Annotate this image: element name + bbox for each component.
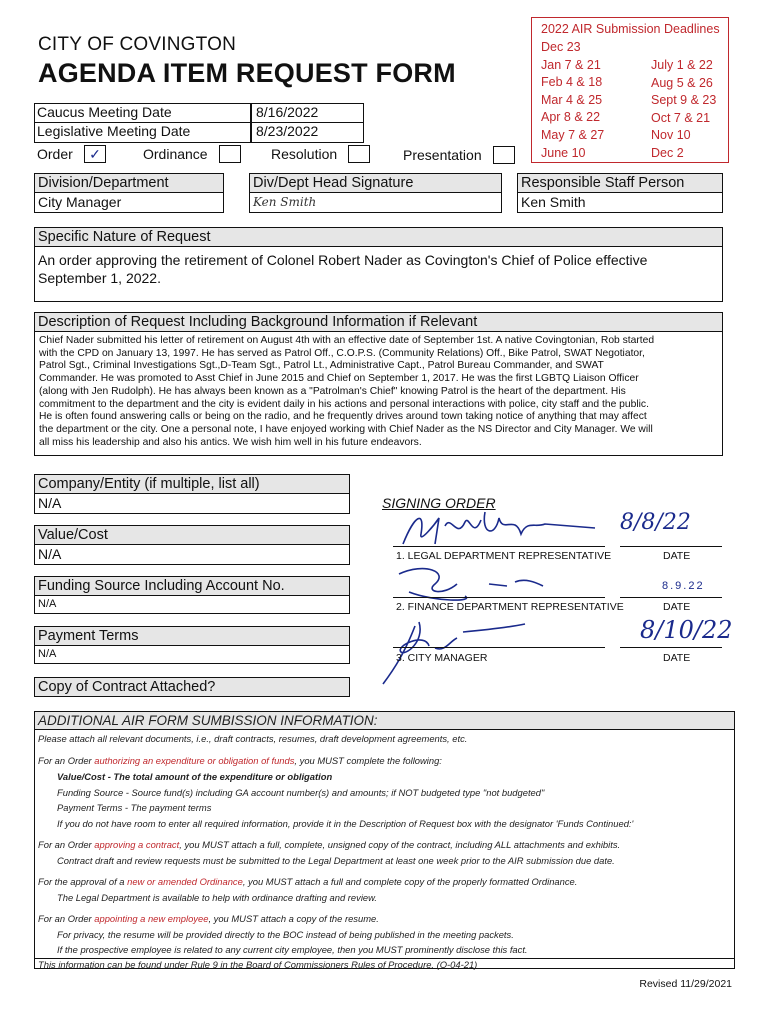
description-line: Patrol Sgt., Criminal Investigations Sgt.,D-Team Sgt., Patrol Lt., Administrative Capt., Patrol Bureau Commander, and SWAT [39,360,604,372]
deadline-item: Dec 23 [541,40,581,54]
ordinance-checkbox[interactable] [219,145,241,163]
deadline-item: Dec 2 [651,145,684,160]
deadlines-title: 2022 AIR Submission Deadlines [541,22,720,36]
info-text: , you MUST attach a full and complete copy of the properly formatted Ordinance. [242,876,578,887]
deadline-item: Aug 5 & 26 [651,75,713,90]
value-cost-label: Value/Cost [34,525,350,545]
legal-signature-date[interactable]: 8/8/22 [620,510,691,535]
additional-info-box [34,711,735,969]
info-line: Please attach all relevant documents, i.e., draft contracts, resumes, draft development agreements, etc. [38,733,468,744]
info-line [38,876,577,887]
info-text: For the approval of a [38,876,128,887]
city-manager-signature-line [393,647,605,648]
city-name: CITY OF COVINGTON [38,34,236,55]
finance-date-line [620,597,722,598]
deadline-item: May 7 & 27 [541,127,605,142]
specific-nature-box[interactable] [34,246,723,302]
info-line [38,755,442,766]
deadline-item: Feb 4 & 18 [541,75,603,90]
specific-nature-line-1: An order approving the retirement of Colonel Robert Nader as Covington's Chief of Police effective [38,252,648,268]
info-line: This information can be found under Rule 9 in the Board of Commissioners Rules of Procedure. (O-04-21) [38,959,478,970]
legal-signature-icon [395,504,605,550]
legal-date-line [620,546,722,547]
info-line: Funding Source - Source fund(s) including GA account number(s) and amounts; if NOT budgeted type "not budgeted" [57,787,545,798]
info-text: , you MUST complete the following: [294,755,442,766]
additional-info-title: ADDITIONAL AIR FORM SUMBISSION INFORMATION: [35,712,734,730]
city-manager-signature-icon [375,612,535,686]
caucus-meeting-label: Caucus Meeting Date [37,104,172,120]
submission-deadlines-box [531,17,729,163]
date-label: DATE [663,550,691,562]
form-title: AGENDA ITEM REQUEST FORM [38,58,456,88]
finance-signature-line [393,597,605,598]
description-line: (along with Jen Rudolph). He has always been known as a "Patrolman's Chief" knowing Patrol is the heart of the department. His [39,385,626,397]
finance-department-label: 2. FINANCE DEPARTMENT REPRESENTATIVE [396,601,624,613]
info-highlight: new or amended Ordinance [127,876,243,887]
specific-nature-line-2: September 1, 2022. [38,270,161,286]
dept-head-signature-label: Div/Dept Head Signature [249,173,502,193]
info-line: If you do not have room to enter all required information, provide it in the Description of Request box with the designator 'Funds Continued:' [57,818,634,829]
funding-source-value[interactable]: N/A [34,595,350,614]
ordinance-label: Ordinance [143,146,208,162]
dept-head-signature-value[interactable]: Ken Smith [249,192,502,213]
presentation-checkbox[interactable] [493,146,515,164]
responsible-staff-label: Responsible Staff Person [517,173,723,193]
info-line: If the prospective employee is related to any current city employee, then you MUST prominently disclose this fact. [57,944,528,955]
description-line: the department or the city. One a personal note, I have enjoyed working with Chief Nader as the NS Director and City Manager. We will [39,423,653,435]
legal-signature-line [393,546,605,547]
deadlines-column-1 [541,39,604,162]
info-highlight: appointing a new employee [94,913,209,924]
finance-signature-icon [395,562,545,606]
date-label: DATE [663,652,691,664]
finance-signature-date[interactable]: 8.9.22 [662,580,705,592]
payment-terms-value[interactable]: N/A [34,645,350,664]
resolution-checkbox[interactable] [348,145,370,163]
info-line: Contract draft and review requests must be submitted to the Legal Department at least one week prior to the AIR submission due date. [57,855,615,866]
info-highlight: authorizing an expenditure or obligation of funds [94,755,295,766]
deadline-item: June 10 [541,145,586,160]
info-line: Payment Terms - The payment terms [57,802,212,813]
description-line: all miss his leadership and also his antics. We wish him well in his future endeavors. [39,436,422,448]
revision-date: Revised 11/29/2021 [639,978,732,990]
date-label: DATE [663,601,691,613]
city-manager-signature-date[interactable]: 8/10/22 [640,616,733,644]
deadline-item: Jan 7 & 21 [541,57,601,72]
legislative-meeting-date[interactable]: 8/23/2022 [256,123,319,139]
value-cost-value[interactable]: N/A [34,544,350,565]
deadline-item: Apr 8 & 22 [541,110,601,125]
city-manager-label: 3. CITY MANAGER [396,652,488,664]
deadline-item: Sept 9 & 23 [651,93,717,108]
info-highlight: approving a contract [94,839,180,850]
order-label: Order [37,146,73,162]
description-line: Commander. He was promoted to Asst Chief in June 2015 and Chief on September 1, 2017. He was the first LGBTQ Liaison Officer [39,373,639,385]
info-text: For an Order [38,755,95,766]
caucus-meeting-date[interactable]: 8/16/2022 [256,104,319,120]
info-line: For privacy, the resume will be provided directly to the BOC instead of being published in the meeting packets. [57,929,514,940]
division-label: Division/Department [34,173,224,193]
description-box[interactable] [34,331,723,456]
description-line: commitment to the department and the city is evident daily in his actions and personal interactions with police, city staff and the public. [39,398,649,410]
company-label: Company/Entity (if multiple, list all) [34,474,350,494]
responsible-staff-value[interactable]: Ken Smith [517,192,723,213]
description-line: with the CPD on January 13, 1997. He has served as Patrol Off., C.O.P.S. (Community Relations) Off., Bike Patrol, SWAT Negotiator, [39,347,645,359]
info-text: For an Order [38,839,95,850]
legal-department-label: 1. LEGAL DEPARTMENT REPRESENTATIVE [396,550,612,562]
description-line: Chief Nader submitted his letter of retirement on August 4th with an effective date of September 1st. A native Covingtonian, Rob started [39,335,655,346]
deadline-item: Nov 10 [651,128,691,143]
contract-attached-label: Copy of Contract Attached? [34,677,350,697]
order-checkbox[interactable]: ✓ [84,145,106,163]
city-manager-date-line [620,647,722,648]
deadline-item: Oct 7 & 21 [651,110,711,125]
resolution-label: Resolution [271,146,338,162]
signing-order-title: SIGNING ORDER [382,495,496,511]
deadline-item: Mar 4 & 25 [541,92,603,107]
presentation-label: Presentation [403,147,482,163]
specific-nature-label: Specific Nature of Request [34,227,723,247]
division-value[interactable]: City Manager [34,192,224,213]
info-text: , you MUST attach a copy of the resume. [208,913,379,924]
deadlines-column-2 [651,57,716,163]
info-line [38,913,379,924]
description-label: Description of Request Including Background Information if Relevant [34,312,723,332]
legislative-meeting-label: Legislative Meeting Date [37,123,191,139]
info-line [38,839,620,850]
description-line: He is often found answering calls or being on the radio, and he frequently drives around town taking notice of anything that may affect [39,411,647,423]
company-value[interactable]: N/A [34,493,350,514]
info-line: Value/Cost - The total amount of the expenditure or obligation [57,771,333,782]
deadline-item: July 1 & 22 [651,58,713,72]
payment-terms-label: Payment Terms [34,626,350,646]
info-text: , you MUST attach a full, complete, unsigned copy of the contract, including ALL attachments and exhibits. [179,839,621,850]
funding-source-label: Funding Source Including Account No. [34,576,350,596]
info-line: The Legal Department is available to help with ordinance drafting and review. [57,892,377,903]
info-text: For an Order [38,913,95,924]
